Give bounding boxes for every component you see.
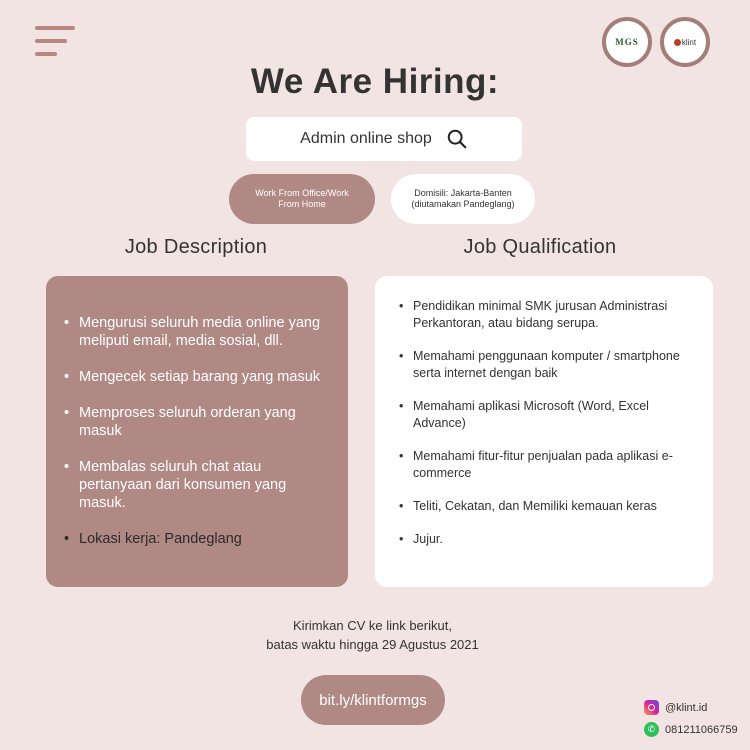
job-qualification-heading: Job Qualification: [463, 236, 617, 258]
list-item: • Teliti, Cekatan, dan Memiliki kemauan keras: [399, 498, 697, 515]
search-label: Admin online shop: [300, 130, 432, 147]
job-description-list: [64, 314, 332, 548]
mgs-logo: [602, 17, 652, 67]
menu-line: [35, 39, 67, 43]
application-note: [0, 616, 745, 654]
instagram-handle: @klint.id: [665, 701, 708, 714]
list-item: • Lokasi kerja: Pandeglang: [64, 530, 332, 548]
list-item: • Memahami aplikasi Microsoft (Word, Excel Advance): [399, 398, 697, 432]
whatsapp-contact[interactable]: [644, 722, 738, 737]
note-line-1: Kirimkan CV ke link berikut,: [293, 618, 452, 633]
note-line-2: batas waktu hingga 29 Agustus 2021: [266, 637, 479, 652]
klint-logo-text: klint: [681, 37, 697, 47]
job-description-card: [46, 276, 348, 587]
domicile-tag: Domisili: Jakarta-Banten (diutamakan Pandeglang): [391, 174, 535, 224]
search-icon[interactable]: [446, 128, 468, 150]
whatsapp-icon: ✆: [644, 722, 659, 737]
instagram-icon: [644, 700, 659, 715]
list-item: • Memahami fitur-fitur penjualan pada aplikasi e-commerce: [399, 448, 697, 482]
list-item: • Membalas seluruh chat atau pertanyaan dari konsumen yang masuk.: [64, 458, 332, 512]
job-qualification-list: [399, 298, 697, 548]
work-mode-tag: Work From Office/Work From Home: [229, 174, 375, 224]
list-item: • Memahami penggunaan komputer / smartphone serta internet dengan baik: [399, 348, 697, 382]
page-title: We Are Hiring:: [250, 62, 500, 101]
list-item: • Pendidikan minimal SMK jurusan Administrasi Perkantoran, atau bidang serupa.: [399, 298, 697, 332]
menu-line: [35, 26, 75, 30]
apply-link-button[interactable]: bit.ly/klintformgs: [301, 675, 445, 725]
job-search-bar[interactable]: [246, 117, 522, 161]
whatsapp-number: 081211066759: [665, 723, 738, 736]
klint-logo-mark: [674, 39, 681, 46]
job-description-heading: Job Description: [124, 236, 268, 258]
job-qualification-card: [375, 276, 713, 587]
list-item: • Mengecek setiap barang yang masuk: [64, 368, 332, 386]
list-item: • Mengurusi seluruh media online yang meliputi email, media sosial, dll.: [64, 314, 332, 350]
list-item: • Memproses seluruh orderan yang masuk: [64, 404, 332, 440]
list-item: • Jujur.: [399, 531, 697, 548]
instagram-contact[interactable]: [644, 700, 707, 715]
klint-logo: [660, 17, 710, 67]
mgs-logo-text: MGS: [615, 37, 639, 47]
hamburger-menu-icon[interactable]: [35, 26, 75, 58]
menu-line: [35, 52, 57, 56]
